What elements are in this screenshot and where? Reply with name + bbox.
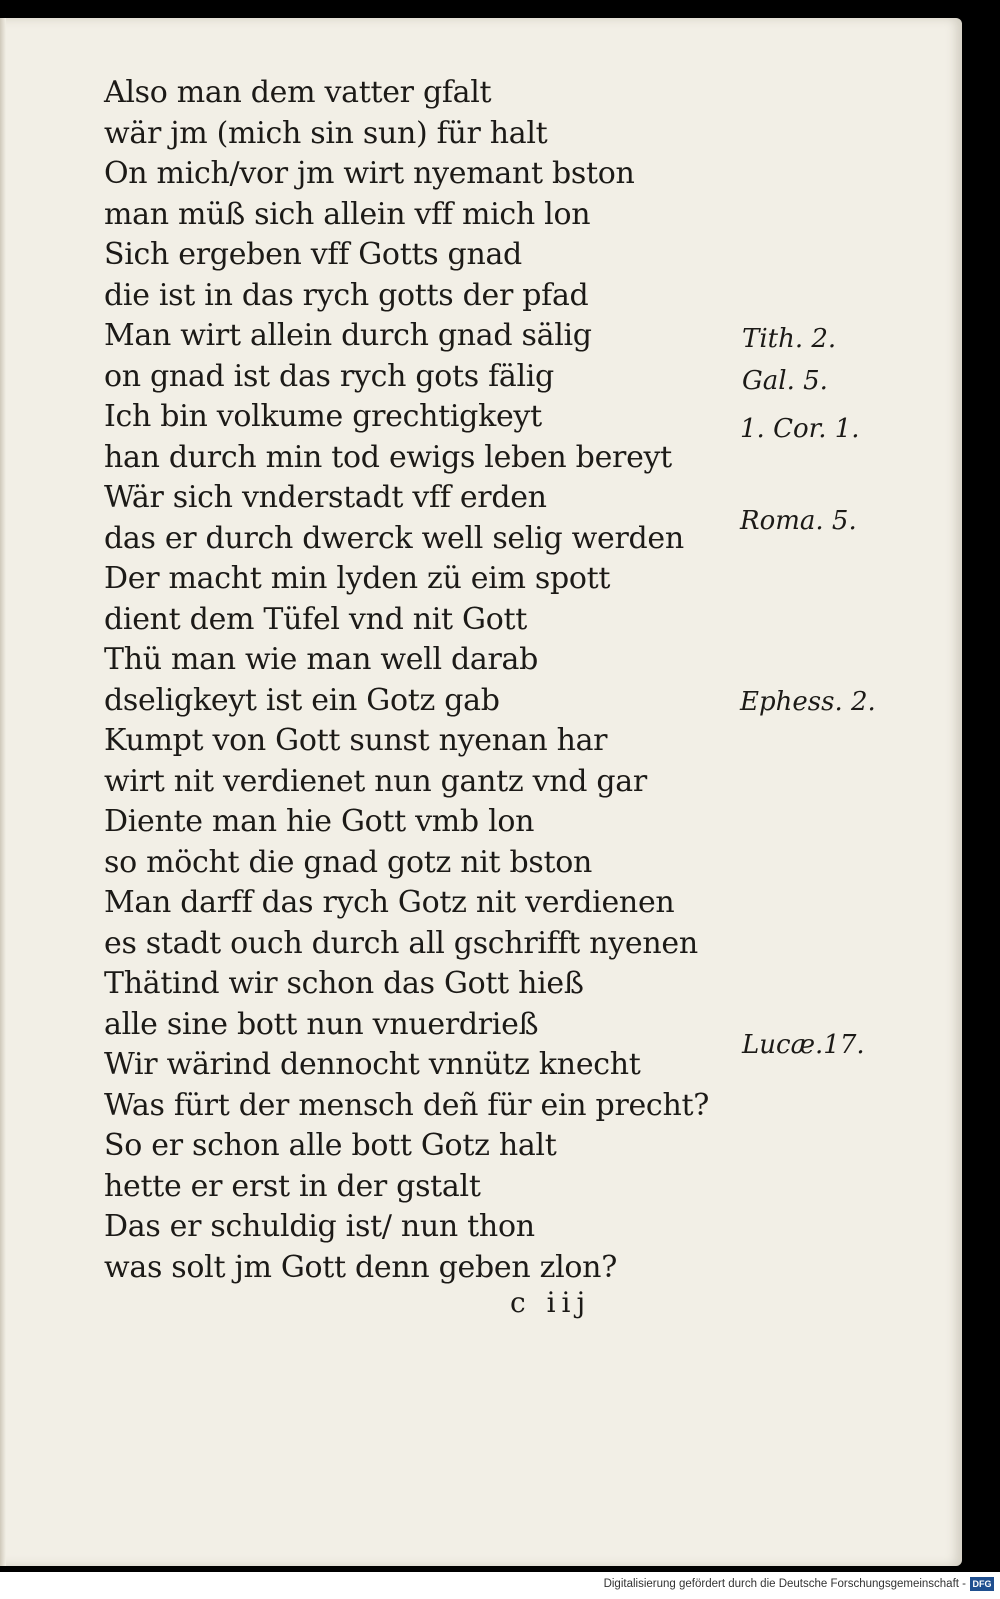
verse-line: es stadt ouch durch all gschrifft nyenen xyxy=(104,925,698,961)
margin-note: Roma. 5. xyxy=(740,506,857,536)
verse-line: Ich bin volkume grechtigkeyt xyxy=(104,399,542,434)
verse-line: wirt nit verdienet nun gantz vnd gar xyxy=(104,763,647,799)
margin-note: Lucæ.17. xyxy=(742,1030,865,1060)
verse-line: Man wirt allein durch gnad sälig xyxy=(104,318,592,353)
verse-line: Man darff das rych Gotz nit verdienen xyxy=(104,885,675,920)
verse-line: so möcht die gnad gotz nit bston xyxy=(104,844,593,880)
verse-line: Thü man wie man well darab xyxy=(104,642,539,677)
verse-line: alle sine bott nun vnuerdrieß xyxy=(104,1006,539,1042)
verse-text xyxy=(104,73,744,1288)
verse-line: So er schon alle bott Gotz halt xyxy=(104,1128,557,1163)
verse-line: Wär sich vnderstadt vff erden xyxy=(104,480,547,515)
verse-line: das er durch dwerck well selig werden xyxy=(104,520,684,556)
verse-line: Wir wärind dennocht vnnütz knecht xyxy=(104,1047,641,1082)
verse-line: dient dem Tüfel vnd nit Gott xyxy=(104,601,527,637)
verse-line: wär jm (mich sin sun) für halt xyxy=(104,115,548,151)
verse-line: Was fürt der mensch deñ für ein precht? xyxy=(104,1087,709,1123)
verse-line: dseligkeyt ist ein Gotz gab xyxy=(104,682,500,718)
digitization-credit: Digitalisierung gefördert durch die Deutsche Forschungsgemeinschaft - xyxy=(603,1578,966,1590)
verse-line: Diente man hie Gott vmb lon xyxy=(104,804,535,839)
verse-line: On mich/vor jm wirt nyemant bston xyxy=(104,156,635,191)
verse-line: was solt jm Gott denn geben zlon? xyxy=(104,1249,617,1285)
margin-note: Ephess. 2. xyxy=(740,687,876,717)
page-gutter-shadow xyxy=(0,18,6,1566)
verse-line: Das er schuldig ist/ nun thon xyxy=(104,1209,535,1244)
verse-line: man müß sich allein vff mich lon xyxy=(104,196,591,232)
margin-note: 1. Cor. 1. xyxy=(740,414,860,444)
margin-note: Tith. 2. xyxy=(742,324,837,354)
verse-line: Thätind wir schon das Gott hieß xyxy=(104,966,584,1001)
verse-line: Sich ergeben vff Gotts gnad xyxy=(104,237,522,272)
dfg-logo-icon: DFG xyxy=(970,1577,994,1591)
verse-line: Also man dem vatter gfalt xyxy=(104,75,492,110)
verse-line: han durch min tod ewigs leben bereyt xyxy=(104,439,672,475)
signature-mark: c iij xyxy=(510,1286,592,1319)
verse-line: Der macht min lyden zü eim spott xyxy=(104,561,611,596)
verse-line: Kumpt von Gott sunst nyenan har xyxy=(104,723,608,758)
margin-note: Gal. 5. xyxy=(742,366,828,396)
verse-line: die ist in das rych gotts der pfad xyxy=(104,277,589,313)
verse-line: hette er erst in der gstalt xyxy=(104,1168,481,1204)
verse-line: on gnad ist das rych gots fälig xyxy=(104,358,554,394)
